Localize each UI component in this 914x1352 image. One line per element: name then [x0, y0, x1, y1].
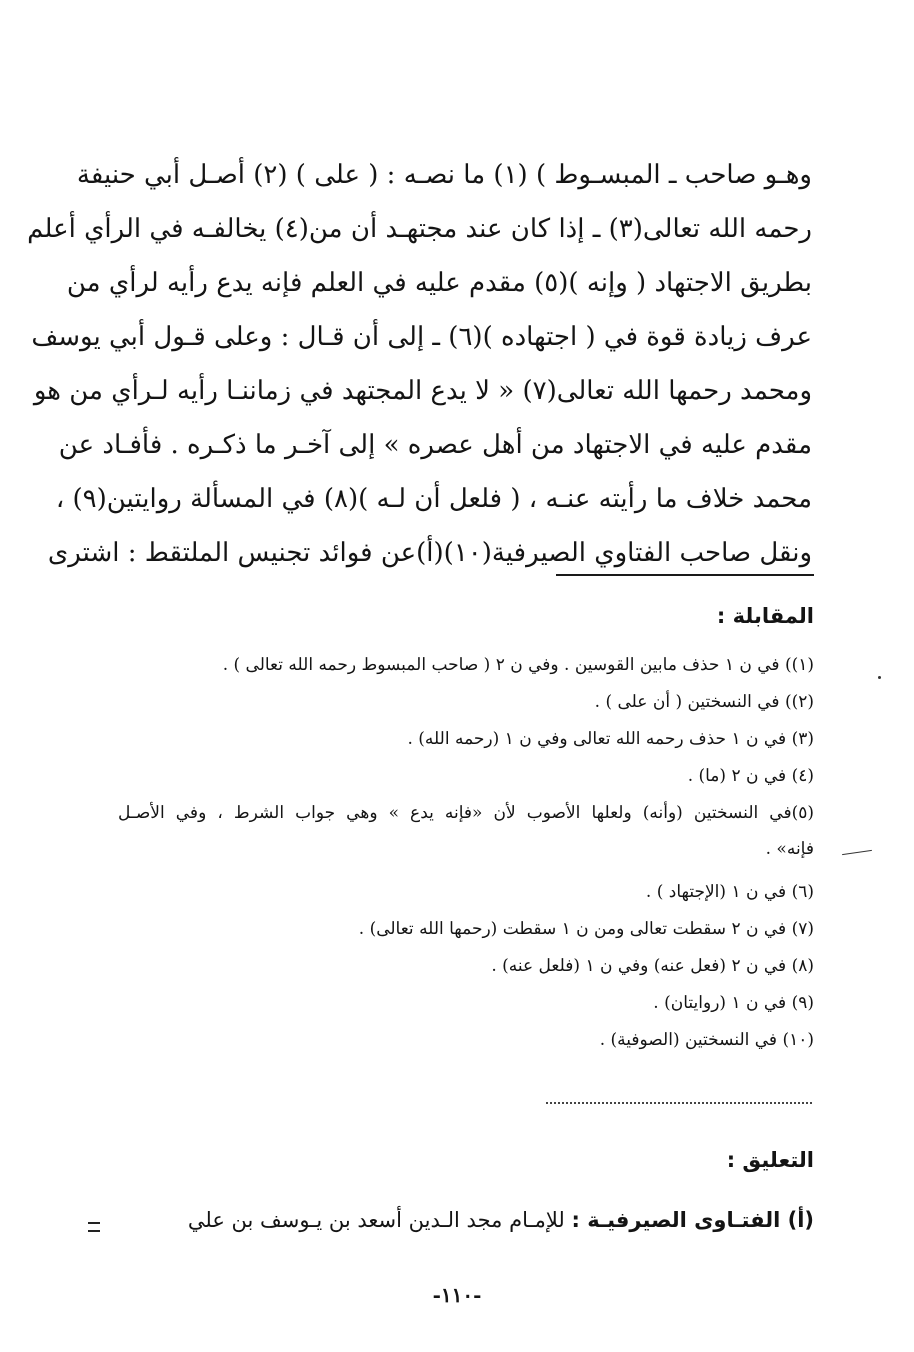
margin-mark — [842, 850, 872, 855]
muqabala-heading: المقابلة : — [716, 604, 814, 628]
footnote: (٦) في ن ١ (الإجتهاد ) . — [645, 882, 814, 902]
main-text-line: محمد خلاف ما رأيته عنـه ، ( فلعل أن لـه )(٨) في المسألة روايتين(٩) ، — [55, 484, 812, 514]
main-text-line: وهـو صاحب ـ المبسـوط ) (١) ما نصـه : ( على ) (٢) أصـل أبي حنيفة — [76, 160, 812, 190]
main-text — [27, 148, 812, 580]
main-text-line: عرف زيادة قوة في ( اجتهاده )(٦) ـ إلى أن قـال : وعلى قـول أبي يوسف — [31, 322, 812, 352]
page-number: -١١٠- — [432, 1283, 482, 1307]
margin-mark — [88, 1222, 100, 1232]
footnote: (٨) في ن ٢ (فعل عنه) وفي ن ١ (فلعل عنه) . — [491, 956, 814, 976]
main-text-line: ونقل صاحب الفتاوي الصيرفية(١٠)(أ)عن فوائد تجنيس الملتقط : اشترى — [47, 538, 812, 568]
main-text-line: بطريق الاجتهاد ( وإنه )(٥) مقدم عليه في العلم فإنه يدع رأيه لرأي من — [66, 268, 812, 298]
footnote: (٧) في ن ٢ سقطت تعالى ومن ن ١ سقطت (رحمها الله تعالى) . — [358, 919, 814, 939]
taliq-text: للإمـام مجد الـدين أسعد بن يـوسف بن علي — [187, 1208, 565, 1232]
taliq-entry — [118, 1200, 814, 1240]
footnote-continuation: فإنه» . — [765, 839, 814, 859]
footnote: (٤) في ن ٢ (ما) . — [687, 766, 814, 786]
taliq-heading: التعليق : — [726, 1148, 814, 1172]
muqabala-notes — [118, 653, 814, 1065]
footnote: (٣) في ن ١ حذف رحمه الله تعالى وفي ن ١ (رحمه الله) . — [407, 729, 814, 749]
footnote: (٩) في ن ١ (روايتان) . — [653, 993, 814, 1013]
footnote: (٥)في النسختين (وأنه) ولعلها الأصوب لأن «فإنه يدع » وهي جواب الشرط ، وفي الأصـل — [118, 803, 814, 823]
main-text-line: مقدم عليه في الاجتهاد من أهل عصره » إلى آخـر ما ذكـره . فأفـاد عن — [58, 430, 812, 460]
main-text-line: ومحمد رحمها الله تعالى(٧) « لا يدع المجتهد في زماننـا رأيه لـرأي من هو — [33, 376, 812, 406]
footnote-separator — [556, 574, 814, 576]
footnote: (١٠) في النسختين (الصوفية) . — [599, 1030, 814, 1050]
taliq-label: (أ) الفتـاوى الصيرفيـة : — [571, 1208, 814, 1232]
footnote: (٢)) في النسختين ( أن على ) . — [594, 692, 814, 712]
dotted-separator — [546, 1102, 812, 1104]
footnote: (١)) في ن ١ حذف مابين القوسين . وفي ن ٢ ( صاحب المبسوط رحمه الله تعالى ) . — [222, 655, 814, 675]
main-text-line: رحمه الله تعالى(٣) ـ إذا كان عند مجتهـد أن من(٤) يخالفـه في الرأي أعلم — [27, 214, 812, 244]
margin-mark — [878, 676, 881, 679]
